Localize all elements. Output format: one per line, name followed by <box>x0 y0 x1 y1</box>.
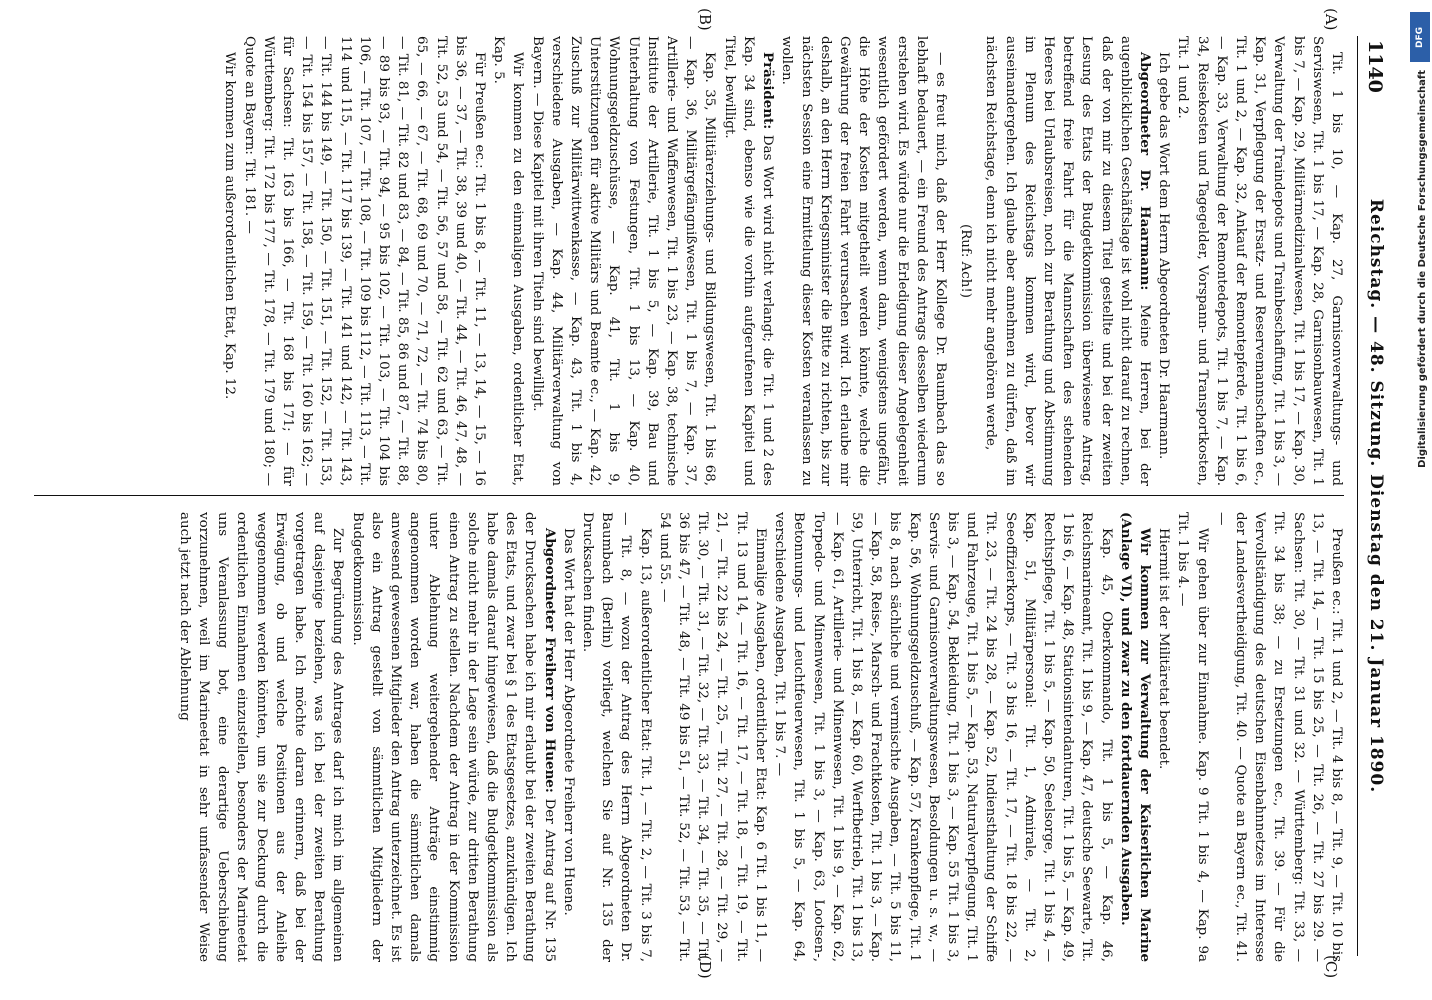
margin-marker-a: (A) <box>1322 8 1340 31</box>
paragraph: Tit. 1 bis 10, — Kap. 27, Garnisonverwaltungs- und Serviswesen, Tit. 1 bis 17, — Kap. 28, Garnisonbauwesen, Tit. 1 bis 7, — Kap. 29, Militärmedizinalwesen, Tit. 1 bis 17, — Kap. 30, Verwaltung der Traindepots und Trainbeschaffung, Tit. 1 bis 3, — Kap. 31, Verpflegung der Ersatz- und Reservemannschaften ec., Tit. 1 und 2, — Kap. 32, Ankauf der Remontepferde, Tit. 1 bis 6, — Kap. 33, Verwaltung der Remontedepots, Tit. 1 bis 7, — Kap. 34, Reisekosten und Tagegelder, Vorspann- und Transportkosten, Tit. 1 und 2. <box>1175 36 1344 486</box>
paragraph: Das Wort hat der Herr Abgeordnete Freiherr von Huene. <box>560 528 576 916</box>
margin-marker-c: (C) <box>1322 955 1340 979</box>
speaker-name: Präsident: <box>760 52 777 130</box>
margin-marker-d: (D) <box>696 955 714 979</box>
paragraph: Für Preußen ec.: Tit. 1 bis 8, — Tit. 11, — 13, 14, — 15, — 16 bis 36, — 37, — Tit. 38, 39 und 40, — Tit. 44, — Tit. 46, 47, 48, — Tit. 52, 53 und 54, — Tit. 56, 57 und 58, — Tit. 62 und 63, — Tit. 65, — 66, — 67, — Tit. 68, 69 und 70, — 71, 72, — Tit. 74 bis 80, — Tit. 81, — Tit. 82 und 83, — 84, — Tit. 85, 86 und 87, — Tit. 88, — 89 bis 93, — Tit. 94, — 95 bis 102, — Tit. 103, — Tit. 104 bis 106, — Tit. 107, — Tit. 108, — Tit. 109 bis 112, — Tit. 113, — Tit. 114 und 115, — Tit. 117 bis 139, — Tit. 141 und 142, — Tit. 143, — Tit. 144 bis 149, — Tit. 150, — Tit. 151, — Tit. 152, — Tit. 153, — Tit. 154 bis 157, — Tit. 158, — Tit. 159, — Tit. 160 bis 162; — für Sachsen: Tit. 163 bis 166, — Tit. 168 bis 171; — für Württemberg: Tit. 172 bis 177, — Tit. 178, — Tit. 179 und 180; — Quote an Bayern: Tit. 181. — <box>241 36 488 486</box>
speech-text: Der Antrag auf Nr. 135 der Drucksachen habe ich mir erlaubt bei der zweiten Berathung des Etats, und zwar bei § 1 des Etatsgesetzes, anzukündigen. Ich habe damals darauf hingewiesen, daß die Budgetkommission als solche nicht mehr in der Lage sein würde, zur dritten Berathung einen Antrag zu stellen. Nachdem der Antrag in der Kommission unter Ablehnung weitergehender Anträge einstimmig angenommen worden war, haben die sämmtlichen damals anwesend gewesenen Mitglieder den Antrag unterzeichnet. Es ist also ein Antrag gestellt von sämmtlichen Mitgliedern der Budgetkommission. <box>349 512 557 962</box>
speaker-name: Abgeordneter Dr. Haarmann: <box>1136 52 1153 291</box>
dfg-logo: DFG <box>1410 12 1430 62</box>
speech-paragraph <box>981 36 1154 486</box>
speech-text: Meine Herren, bei der augenblicklichen Geschäftslage ist wohl nicht darauf zu rechnen, daß der von mir zu diesem Titel gestellte und bei der zweiten Lesung des Etats der Budgetkommission überwiesene Antrag, betreffend freie Fahrt für die Mannschaften des stehenden Heeres bei Urlaubsreisen, noch zur Berathung und Abstimmung im Plenum des Reichstags kommen wird, bevor wir auseinandergehen. Ich glaube aber annehmen zu dürfen, daß im nächsten Reichstage, denn ich nicht mehr angehören werde, <box>983 36 1152 486</box>
paragraph: Ich gebe das Wort dem Herrn Abgeordneten Dr. Haarmann. <box>1156 52 1172 460</box>
dfg-note-text: Digitalisierung gefördert durch die Deutsche Forschungsgemeinschaft <box>1417 70 1428 468</box>
paragraph: Zur Begründung des Antrages darf ich mich im allgemeinen auf dasjenige beziehen, was ich bei der zweiten Berathung vorgetragen habe. Ich möchte daran erinnern, daß bei der Erwägung, ob und welche Positionen aus der Anleihe weggenommen werden könnten, um sie zur Deckung durch die ordentlichen Einnahmen einzustellen, besonders der Marineetat uns Veranlassung bot, eine derartige Ueberschiebung vorzunehmen, weil im Marineetat in sehr umfassender Weise auch jetzt nach der Ablehnung <box>176 512 346 962</box>
speech-paragraph <box>347 512 558 962</box>
speaker-name: Abgeordneter Freiherr von Huene: <box>541 528 558 793</box>
paragraph: Wir gehen über zur Einnahme. Kap. 9 Tit. 1 bis 4, — Kap. 9a Tit. 1 bis 4. — <box>1175 512 1210 962</box>
column-rule <box>34 495 1344 496</box>
interjection: (Ruf: Ach!) <box>958 223 974 299</box>
paragraph: — es freut mich, daß der Herr Kollege Dr. Baumbach das so lebhaft bedauert, — ein Freund des Antrags desselben wiederum erstehen wird. Es würde nur die Erledigung dieser Angelegenheit wesentlich gefördert werden, wenn dann, wenigstens ungefähr, die Höhe der Kosten mitgetheilt werden könnte, welche die Gewährung der freien Fahrt verursachen wird. Ich erlaube mir deshalb, an den Herrn Kriegsminister die Bitte zu richten, bis zur nächsten Session eine Ermittelung dieser Kosten veranlassen zu wollen. <box>779 36 948 486</box>
dfg-side-note <box>1400 0 1432 1000</box>
paragraph: Wir kommen zu den einmaligen Ausgaben, ordentlicher Etat, Kap. 5. <box>491 36 526 486</box>
paragraph: Hiermit ist der Militäretat beendet. <box>1156 528 1172 770</box>
paragraph: Kap. 35, Militärerziehungs- und Bildungswesen, Tit. 1 bis 68, — Kap. 36, Militärgefängnißwesen, Tit. 1 bis 7, — Kap. 37, Artillerie- und Waffenwesen, Tit. 1 bis 23, — Kap. 38, technische Institute der Artillerie, Tit. 1 bis 5, — Kap. 39, Bau und Unterhaltung von Festungen, Tit. 1 bis 13, — Kap. 40, Wohnungsgeldzuschüsse, — Kap. 41, Tit. 1 bis 9, Unterstützungen für aktive Militärs und Beamte ec., — Kap. 42, Zuschuß zur Militärwittwenkasse, — Kap. 43, Tit. 1 bis 4, verschiedene Ausgaben, — Kap. 44, Militärverwaltung von Bayern. — Diese Kapitel mit ihren Titeln sind bewilligt. <box>529 36 718 486</box>
paragraph: Einmalige Ausgaben, ordentlicher Etat: Kap. 6 Tit. 1 bis 11, — Tit. 13 und 14, — Tit. 16, — Tit. 17, — Tit. 18, — Tit. 19, — Tit. 21, — Tit. 22 bis 24, — Tit. 25, — Tit. 27, — Tit. 28, — Tit. 29, — Tit. 30, — Tit. 31, — Tit. 32, — Tit. 33, — Tit. 34, — Tit. 35, — Tit. 36 bis 47, — Tit. 48, — Tit. 49 bis 51, — Tit. 52, — Tit. 53, — Tit. 54 und 55. — <box>656 512 768 962</box>
speech-text: Das Wort wird nicht verlangt; die Tit. 1 und 2 des Kap. 34 sind, ebenso wie die vorhin aufgerufenen Kapitel und Titel, bewilligt. <box>721 36 776 486</box>
paragraph: Preußen ec.: Tit. 1 und 2, — Tit. 4 bis 8, — Tit. 9, — Tit. 10 bis 13, — Tit. 14, — Tit. 15 bis 25, — Tit. 26, — Tit. 27 bis 29. — Sachsen: Tit. 30, — Tit. 31 und 32. — Württemberg: Tit. 33, — Tit. 34 bis 38; — zu Ersetzungen ec., Tit. 39. — Für die Vervollständigung des deutschen Eisenbahnnetzes im Interesse der Landesvertheidigung, Tit. 40. — Quote an Bayern ec., Tit. 41. — <box>1213 512 1344 962</box>
page-number: 1140 <box>1364 40 1386 93</box>
paragraph: Wir kommen zur Verwaltung der Kaiserlichen Marine (Anlage VI), und zwar zu den fortdauernden Ausgaben. <box>1117 512 1153 962</box>
left-column <box>26 36 1346 486</box>
paragraph: Wir kommen zum außerordentlichen Etat, Kap. 12. <box>222 52 238 400</box>
page-header <box>1357 36 1392 956</box>
paragraph: Kap. 13, außerordentlicher Etat: Tit. 1, — Tit. 2, — Tit. 3 bis 7, — Tit. 8, — wozu der Antrag des Herrn Abgeordneten Dr. Baumbach (Berlin) vorliegt, welchen Sie auf Nr. 135 der Drucksachen finden. <box>580 512 653 962</box>
speech-paragraph <box>720 36 778 486</box>
margin-marker-b: (B) <box>696 8 714 31</box>
right-column <box>26 512 1346 962</box>
paragraph: Kap. 45, Oberkommando, Tit. 1 bis 5, — Kap. 46, Reichsmarineamt, Tit. 1 bis 9, — Kap. 47, deutsche Seewarte, Tit. 1 bis 6, — Kap. 48, Stationsintendanturen, Tit. 1 bis 5, — Kap. 49, Rechtspflege, Tit. 1 bis 5, — Kap. 50, Seelsorge, Tit. 1 bis 4, — Kap. 51, Militärpersonal: Tit. 1, Admirale, — Tit. 2, Seeoffizierkorps, — Tit. 3 bis 16, — Tit. 17, — Tit. 18 bis 22, — Tit. 23, — Tit. 24 bis 28, — Kap. 52, Indiensthaltung der Schiffe und Fahrzeuge, Tit. 1 bis 5, — Kap. 53, Naturalverpflegung, Tit. 1 bis 3, — Kap. 54, Bekleidung, Tit. 1 bis 3, — Kap. 55 Tit. 1 bis 3, Servis- und Garnisonverwaltungswesen, Besoldungen u. s. w., — Kap. 56, Wohnungsgeldzuschuß, — Kap. 57, Krankenpflege, Tit. 1 bis 8, nach sächliche und vermischte Ausgaben, — Tit. 5 bis 11, — Kap. 58, Reise-, Marsch- und Frachtkosten, Tit. 1 bis 3, — Kap. 59, Unterricht, Tit. 1 bis 8, — Kap. 60, Werftbetrieb, Tit. 1 bis 13, — Kap. 61, Artillerie- und Minenwesen, Tit. 1 bis 9, — Kap. 62, Torpedo- und Minenwesen, Tit. 1 bis 3, — Kap. 63, Lootsen-, Betonnungs- und Leuchtfeuerwesen, Tit. 1 bis 5, — Kap. 64, verschiedene Ausgaben, Tit. 1 bis 7. — <box>772 512 1114 962</box>
header-title: Reichstag. — 48. Sitzung. Dienstag den 21. Januar 1890. <box>1366 198 1386 794</box>
